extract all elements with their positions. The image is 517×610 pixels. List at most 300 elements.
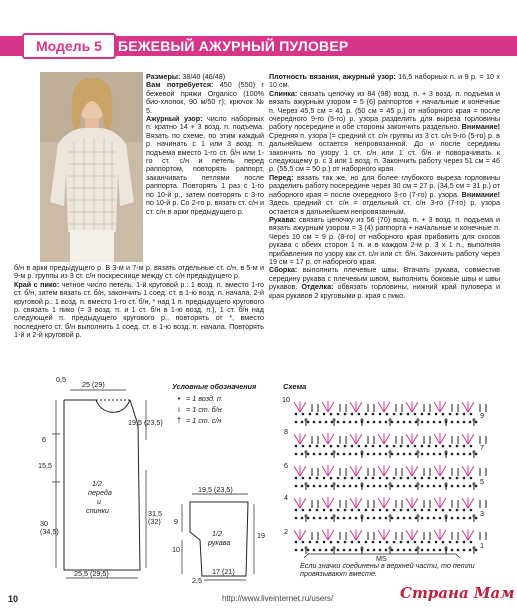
chain-stitch-mark	[385, 485, 388, 488]
chain-stitch-mark	[331, 421, 334, 424]
chain-stitch-mark	[343, 485, 346, 488]
chain-stitch-mark	[379, 485, 382, 488]
chain-stitch-mark	[349, 453, 352, 456]
chain-stitch-mark	[313, 421, 316, 424]
chain-stitch-mark	[295, 413, 298, 416]
double-crochet-mark	[412, 498, 418, 508]
chain-stitch-mark	[319, 421, 322, 424]
chain-stitch-mark	[301, 549, 304, 552]
label: Плотность вязания, ажурный узор:	[269, 72, 396, 81]
piece-label-back: спинки	[86, 506, 109, 515]
chain-stitch-mark	[373, 453, 376, 456]
column-text-a	[146, 73, 264, 216]
chain-stitch-mark	[349, 421, 352, 424]
chain-stitch-mark	[302, 509, 305, 512]
chain-stitch-mark	[330, 509, 333, 512]
chain-stitch-mark	[475, 421, 478, 424]
chain-stitch-mark	[295, 453, 298, 456]
chain-stitch-mark	[427, 453, 430, 456]
chain-stitch-mark	[323, 413, 326, 416]
double-crochet-mark	[406, 530, 412, 540]
chain-stitch-mark	[295, 509, 298, 512]
double-crochet-mark	[328, 530, 334, 540]
chain-stitch-mark	[316, 509, 319, 512]
chain-stitch-mark	[428, 413, 431, 416]
chain-stitch-mark	[301, 485, 304, 488]
chain-stitch-mark	[309, 477, 312, 480]
chain-stitch-mark	[379, 517, 382, 520]
chain-stitch-mark	[367, 421, 370, 424]
chain-stitch-mark	[400, 445, 403, 448]
chain-stitch-mark	[386, 413, 389, 416]
chain-stitch-mark	[421, 517, 424, 520]
chain-stitch-mark	[470, 477, 473, 480]
double-crochet-mark	[440, 466, 446, 476]
chain-stitch-mark	[351, 445, 354, 448]
chain-stitch-mark	[397, 421, 400, 424]
chain-stitch-mark	[451, 485, 454, 488]
chain-stitch-mark	[456, 445, 459, 448]
label: Размеры:	[146, 72, 181, 81]
double-crochet-mark	[378, 466, 384, 476]
chain-stitch-mark	[316, 445, 319, 448]
chain-stitch-mark	[393, 541, 396, 544]
chain-stitch-mark	[307, 485, 310, 488]
chain-stitch-mark	[456, 413, 459, 416]
chain-stitch-mark	[409, 517, 412, 520]
chain-stitch-mark	[449, 477, 452, 480]
chain-stitch-mark	[469, 421, 472, 424]
chain-stitch-mark	[421, 421, 424, 424]
chain-stitch-mark	[439, 517, 442, 520]
chain-stitch-mark	[433, 485, 436, 488]
chain-stitch-mark	[295, 477, 298, 480]
double-crochet-mark	[412, 466, 418, 476]
chain-stitch-mark	[451, 549, 454, 552]
chain-stitch-mark	[330, 413, 333, 416]
double-crochet-mark	[406, 402, 412, 412]
chain-stitch-mark	[337, 485, 340, 488]
chain-stitch-mark	[449, 413, 452, 416]
chain-stitch-mark	[337, 445, 340, 448]
chain-stitch-mark	[433, 421, 436, 424]
chain-stitch-mark	[337, 453, 340, 456]
chain-stitch-mark	[379, 541, 382, 544]
double-crochet-mark	[300, 530, 306, 540]
picot-edge-paragraph	[14, 281, 264, 340]
row-number: 9	[480, 411, 484, 420]
body-pattern-diagram	[0, 370, 170, 590]
source-url: http://www.liveinternet.ru/users/	[222, 594, 334, 603]
chain-stitch-mark	[319, 453, 322, 456]
chain-stitch-mark	[457, 485, 460, 488]
chain-stitch-mark	[414, 445, 417, 448]
double-crochet-mark	[322, 498, 328, 508]
chain-stitch-mark	[379, 477, 382, 480]
piece-label-sleeve: рукава	[208, 538, 231, 547]
chain-stitch-mark	[373, 421, 376, 424]
text: 38/40 (46/48)	[180, 72, 226, 81]
chain-stitch-mark	[457, 421, 460, 424]
chain-stitch-mark	[344, 445, 347, 448]
chain-stitch-mark	[349, 517, 352, 520]
double-crochet-mark	[384, 434, 390, 444]
chain-stitch-mark	[367, 485, 370, 488]
chain-stitch-mark	[442, 445, 445, 448]
double-crochet-mark	[294, 434, 300, 444]
chain-stitch-mark	[403, 549, 406, 552]
chain-stitch-mark	[451, 517, 454, 520]
double-crochet-mark	[300, 466, 306, 476]
double-crochet-mark	[468, 434, 474, 444]
chain-stitch-mark	[470, 445, 473, 448]
chain-stitch-mark	[456, 541, 459, 544]
dim-top-margin: 0,5	[56, 375, 66, 384]
chain-stitch-mark	[449, 445, 452, 448]
chain-stitch-mark	[393, 413, 396, 416]
double-crochet-mark	[356, 434, 362, 444]
label: Внимание!	[461, 122, 500, 132]
dim-sleeve-left-b: 10	[172, 545, 180, 554]
chain-stitch-mark	[435, 509, 438, 512]
chain-stitch-mark	[451, 421, 454, 424]
chain-stitch-mark	[414, 413, 417, 416]
double-crochet-mark	[440, 498, 446, 508]
chain-stitch-mark	[386, 509, 389, 512]
scheme-note: Если значки соединены в верхней части, то петли провязывают вместе.	[300, 561, 475, 579]
chain-stitch-mark	[442, 477, 445, 480]
double-crochet-mark	[350, 434, 356, 444]
chain-stitch-mark	[355, 485, 358, 488]
double-crochet-mark	[406, 498, 412, 508]
chain-stitch-mark	[475, 517, 478, 520]
chain-stitch-mark	[439, 453, 442, 456]
chain-stitch-mark	[325, 421, 328, 424]
double-crochet-mark	[294, 498, 300, 508]
chain-stitch-mark	[421, 453, 424, 456]
chain-stitch-mark	[337, 549, 340, 552]
label: Перед:	[269, 172, 294, 182]
label: Сборка:	[269, 265, 298, 275]
chain-stitch-mark	[331, 549, 334, 552]
row-number: 5	[480, 477, 484, 486]
chain-stitch-mark	[358, 445, 361, 448]
double-crochet-mark	[328, 402, 334, 412]
double-crochet-mark	[350, 402, 356, 412]
text: вязать так же, но для более глубокого выреза горловины разделить работу посередине через 30 см = 27 р. (34,5 см = 31 р.) от наборного края = после очередного 3-го (7-го) р. узора.	[269, 172, 500, 199]
chain-stitch-mark	[313, 485, 316, 488]
chain-stitch-mark	[386, 477, 389, 480]
chain-stitch-mark	[349, 549, 352, 552]
dim-sleeve-offset: 2,5	[192, 576, 202, 585]
chain-stitch-mark	[337, 541, 340, 544]
chain-stitch-mark	[463, 517, 466, 520]
chain-stitch-mark	[309, 541, 312, 544]
chain-stitch-mark	[309, 445, 312, 448]
chain-stitch-mark	[337, 421, 340, 424]
chain-stitch-mark	[351, 541, 354, 544]
label: Спинка:	[269, 88, 298, 98]
chain-stitch-mark	[433, 549, 436, 552]
double-crochet-mark	[384, 466, 390, 476]
chain-stitch-mark	[319, 485, 322, 488]
page-title: БЕЖЕВЫЙ АЖУРНЫЙ ПУЛОВЕР	[118, 38, 349, 54]
watermark-logo: Страна Мам	[400, 584, 515, 602]
chain-stitch-mark	[391, 549, 394, 552]
chain-stitch-mark	[421, 541, 424, 544]
piece-label-and: и	[97, 497, 101, 506]
model-photo-illustration	[40, 72, 143, 262]
chain-stitch-mark	[393, 445, 396, 448]
chain-stitch-mark	[469, 453, 472, 456]
chain-stitch-mark	[407, 413, 410, 416]
piece-label-front: переда	[88, 488, 112, 497]
chain-stitch-mark	[309, 509, 312, 512]
chain-stitch-mark	[344, 413, 347, 416]
double-crochet-mark	[322, 434, 328, 444]
chain-stitch-mark	[463, 445, 466, 448]
label: Внимание!	[461, 189, 500, 199]
double-crochet-mark	[468, 466, 474, 476]
chain-stitch-mark	[295, 485, 298, 488]
chain-stitch-mark	[367, 517, 370, 520]
chain-stitch-mark	[365, 413, 368, 416]
label: Ажурный узор:	[146, 114, 203, 124]
chain-stitch-mark	[325, 549, 328, 552]
double-crochet-mark	[384, 498, 390, 508]
double-crochet-mark	[440, 402, 446, 412]
chain-stitch-mark	[344, 541, 347, 544]
chain-stitch-mark	[421, 413, 424, 416]
chain-stitch-mark	[463, 509, 466, 512]
chain-stitch-mark	[313, 517, 316, 520]
chain-stitch-mark	[373, 517, 376, 520]
chain-stitch-mark	[385, 421, 388, 424]
double-crochet-mark	[350, 466, 356, 476]
text: 16,5 наборных п. и 9 р. = 10 х 10 см.	[269, 72, 500, 90]
chain-stitch-mark	[442, 413, 445, 416]
row-number: 7	[480, 443, 484, 452]
row-number: 2	[284, 527, 288, 536]
chain-stitch-mark	[367, 453, 370, 456]
label: Вам потребуется:	[146, 80, 214, 90]
legend	[172, 382, 268, 426]
chain-stitch-mark	[439, 485, 442, 488]
chain-stitch-mark	[409, 421, 412, 424]
dim-neck: 19,5 (23,5)	[128, 418, 163, 427]
chain-stitch-mark	[307, 421, 310, 424]
chain-stitch-mark	[469, 549, 472, 552]
dim-sleeve-bottom: 17 (21)	[212, 567, 235, 576]
chain-stitch-mark	[435, 477, 438, 480]
legend-item-single	[172, 404, 268, 415]
chain-stitch-mark	[469, 517, 472, 520]
chain-stitch-mark	[415, 485, 418, 488]
chain-stitch-mark	[391, 421, 394, 424]
chain-stitch-mark	[349, 485, 352, 488]
label: Отделка:	[301, 282, 334, 292]
chain-stitch-mark	[463, 421, 466, 424]
chain-stitch-mark	[365, 445, 368, 448]
chain-stitch-mark	[470, 413, 473, 416]
double-crochet-mark	[434, 402, 440, 412]
chain-stitch-mark	[385, 517, 388, 520]
chain-stitch-mark	[428, 445, 431, 448]
double-crochet-mark	[322, 466, 328, 476]
chain-stitch-mark	[433, 453, 436, 456]
chain-stitch-mark	[319, 549, 322, 552]
chain-stitch-mark	[415, 453, 418, 456]
chain-stitch-mark	[415, 421, 418, 424]
double-crochet-mark	[434, 434, 440, 444]
chain-stitch-mark	[439, 421, 442, 424]
chain-stitch-mark	[331, 517, 334, 520]
chain-stitch-mark	[325, 453, 328, 456]
chain-stitch-mark	[379, 445, 382, 448]
chain-stitch-mark	[433, 517, 436, 520]
chain-stitch-mark	[355, 453, 358, 456]
chain-stitch-mark	[400, 477, 403, 480]
chain-stitch-mark	[407, 445, 410, 448]
chain-stitch-mark	[391, 517, 394, 520]
double-crochet-mark	[322, 402, 328, 412]
chain-stitch-mark	[407, 509, 410, 512]
materials-paragraph	[146, 81, 264, 115]
chain-stitch-mark	[442, 509, 445, 512]
chain-stitch-mark	[451, 453, 454, 456]
assembly-paragraph	[269, 266, 500, 300]
legend-title: Условные обозначения	[172, 382, 257, 391]
chain-stitch-mark	[372, 541, 375, 544]
crochet-chart	[276, 392, 506, 564]
chain-stitch-mark	[351, 509, 354, 512]
double-crochet-mark	[434, 466, 440, 476]
sleeves-paragraph	[269, 216, 500, 266]
chain-stitch-mark	[407, 477, 410, 480]
chain-stitch-mark	[330, 541, 333, 544]
chain-stitch-mark	[309, 413, 312, 416]
body-pattern-outline	[0, 370, 170, 590]
repeat-label: MS	[376, 554, 387, 563]
chain-stitch-mark	[358, 413, 361, 416]
legend-text: = 1 возд. п.	[186, 394, 223, 403]
chain-stitch-mark	[463, 541, 466, 544]
chain-stitch-mark	[427, 549, 430, 552]
chain-stitch-mark	[463, 485, 466, 488]
chain-stitch-mark	[397, 517, 400, 520]
column-text-b	[14, 264, 264, 340]
chain-stitch-mark	[301, 421, 304, 424]
double-crochet-mark	[328, 498, 334, 508]
chain-stitch-mark	[325, 485, 328, 488]
double-crochet-mark	[434, 530, 440, 540]
chain-stitch-mark	[331, 485, 334, 488]
chain-stitch-mark	[397, 453, 400, 456]
gauge-paragraph	[269, 73, 500, 90]
dim-top-width: 25 (29)	[82, 380, 105, 389]
chain-stitch-mark	[302, 413, 305, 416]
chain-stitch-mark	[343, 517, 346, 520]
chain-stitch-mark	[439, 549, 442, 552]
text: Средняя п. узора (= средний ст. с/н группы из 3 ст. с/н 9-го (5-го) р. в дальнейшем остается непровязанной. До и после середины закончить по узору 1 ст. с/н или 1 ст. б/н и поворачивать к следующему р. с 3 или 1 возд. п. Закончить работу через 51 см = 46 р. (55,5 см = 50 р.) от наборного края.	[269, 130, 500, 174]
text: связать цепочку из 56 (70) возд. п. + 3 возд. п. подъема и вязать ажурным узором = 3 (4) раппорта + начальные и конечные п. Через 10 см = 9 р. (8-го) от наборного края прибавить для скосов рукава с обеих сторон 1 п. и в каждом 2-м р. 3 x 1 п., выполняя прибавления по узору как ст. с/н или ст. б/н. Закончить работу через 19 см = 17 р. от наборного края.	[269, 214, 500, 266]
double-crochet-mark	[406, 466, 412, 476]
single-crochet-icon: ı	[177, 405, 181, 414]
chain-stitch-mark	[442, 541, 445, 544]
chain-stitch-mark	[457, 517, 460, 520]
legend-item-double	[172, 415, 268, 426]
row-number: 1	[480, 541, 484, 550]
chain-stitch-mark	[351, 477, 354, 480]
chain-stitch-mark	[355, 421, 358, 424]
chain-stitch-mark	[316, 477, 319, 480]
chain-stitch-mark	[301, 453, 304, 456]
double-crochet-mark	[468, 530, 474, 540]
chain-stitch-mark	[428, 509, 431, 512]
chain-stitch-mark	[475, 549, 478, 552]
chain-stitch-mark	[313, 549, 316, 552]
legend-text: = 1 ст. с/н	[186, 416, 222, 425]
text: четное число петель. 1-й круговой р.: 1 возд. п. вместо 1-го ст. б/н, затем вязать ст. б/н, закончить 1 соед. ст. в 1-ю возд. п. начала. 2-й круговой р.: 1 возд. п. вместо 1-го ст. б/н, * над 1 п. предыдущего кругового р. связать 1 пико (= 3 возд. п. и 1 ст. б/н в 1-ю возд. п.), 1 ст. б/н над следующей п. предыдущего кругового р., повторять от *, вместо последнего ст. б/н выполнить 1 соед. ст. в 1-ю возд. п. начала. Повторять 1-й и 2-й круговой р.	[14, 279, 264, 340]
chain-stitch-mark	[358, 509, 361, 512]
front-paragraph	[269, 174, 500, 216]
text: обвязать горловины, нижний край пуловера и края рукавов 2 круговыми р. края с пико.	[269, 282, 500, 300]
double-crochet-mark	[378, 498, 384, 508]
chain-stitch-mark	[403, 485, 406, 488]
double-crochet-mark	[434, 498, 440, 508]
double-crochet-mark	[412, 402, 418, 412]
double-crochet-mark	[440, 530, 446, 540]
chain-stitch-mark	[386, 445, 389, 448]
chain-stitch-mark	[307, 453, 310, 456]
chain-stitch-mark	[456, 509, 459, 512]
chain-stitch-mark	[475, 485, 478, 488]
chain-stitch-mark	[365, 477, 368, 480]
chain-stitch-mark	[307, 549, 310, 552]
chain-stitch-mark	[385, 549, 388, 552]
chain-stitch-mark	[316, 541, 319, 544]
chain-stitch-mark	[386, 541, 389, 544]
double-crochet-mark	[406, 434, 412, 444]
chain-stitch-mark	[428, 477, 431, 480]
dim-sleeve-right: 19	[257, 531, 265, 540]
chain-stitch-mark	[365, 541, 368, 544]
double-crochet-mark	[328, 434, 334, 444]
text: связать цепочку из 84 (98) возд. п. + 3 возд. п. подъема и вязать ажурным узором = 5 (6) раппортов + начальные и конечные п. Через 45,5 см = 41 р. (50 см = 45 р.) от наборного края = после очередного 9-го (5-го) р. узора разделить для выреза горловины работу посередине и обе стороны закончить раздельно.	[269, 88, 500, 132]
dim-sleeve-left-a: 9	[174, 517, 178, 526]
chain-stitch-mark	[343, 421, 346, 424]
repeat-bracket	[456, 554, 460, 558]
chain-stitch-mark	[302, 445, 305, 448]
text: 450 (550) г бежевой пряжи Organico (100% био-хлопок, 90 м/50 г); крючок № 5.	[146, 80, 264, 115]
text: Здесь средний ст. с/н = отдельный ст. с/н 3-го (7-го) р. узора остается в дальнейшем непровязанным.	[269, 198, 500, 216]
chain-stitch-mark	[373, 485, 376, 488]
chain-stitch-mark	[323, 477, 326, 480]
dim-sleeve-top: 19,5 (23,5)	[198, 485, 233, 494]
chain-stitch-mark	[302, 541, 305, 544]
chain-stitch-mark	[435, 413, 438, 416]
legend-item-chain	[172, 393, 268, 404]
chain-stitch-mark	[365, 509, 368, 512]
piece-label-fraction: 1/2	[212, 529, 222, 538]
double-crochet-mark	[328, 466, 334, 476]
chain-stitch-mark	[313, 453, 316, 456]
chain-stitch-mark	[307, 517, 310, 520]
double-crochet-mark	[378, 402, 384, 412]
chain-stitch-mark	[456, 477, 459, 480]
chain-stitch-mark	[385, 453, 388, 456]
chain-stitch-mark	[393, 477, 396, 480]
